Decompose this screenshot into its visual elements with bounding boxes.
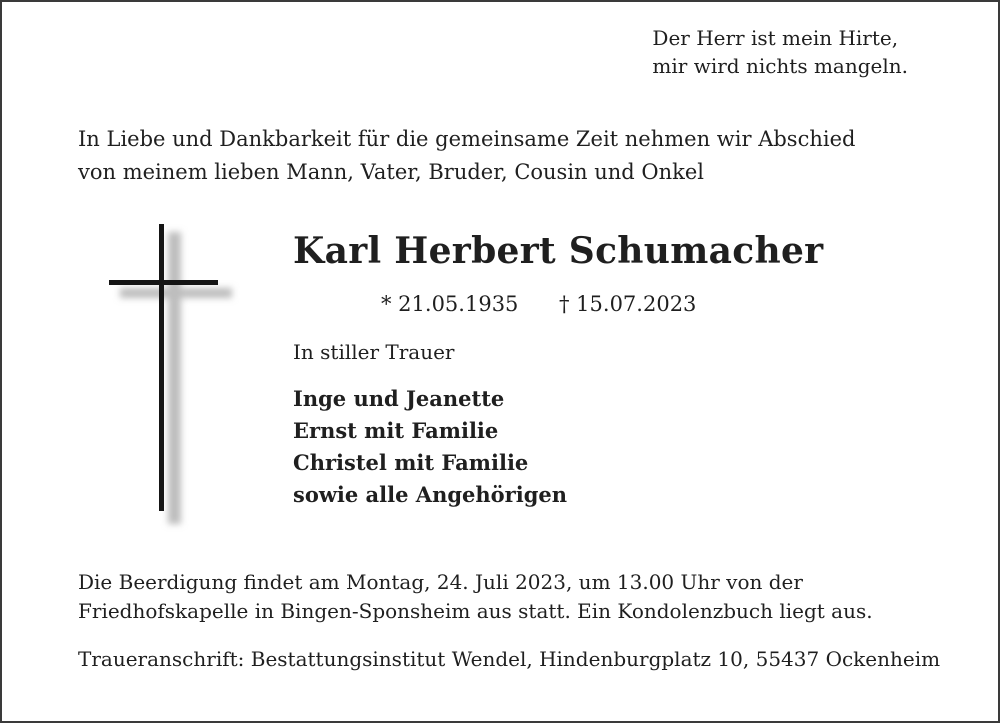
family-member: sowie alle Angehörigen [293, 482, 568, 507]
cross-shape [109, 224, 218, 511]
bible-verse [652, 24, 908, 80]
birth-date: * 21.05.1935 [381, 292, 519, 316]
death-date: † 15.07.2023 [559, 292, 697, 316]
funeral-info [78, 568, 873, 626]
family-member: Inge und Jeanette [293, 386, 505, 411]
farewell-text [78, 123, 855, 189]
bible-verse-line-2: mir wird nichts mangeln. [652, 54, 908, 78]
deceased-name: Karl Herbert Schumacher [293, 230, 824, 272]
bible-verse-line-1: Der Herr ist mein Hirte, [652, 26, 899, 50]
mourning-address: Traueranschrift: Bestattungsinstitut Wendel, Hindenburgplatz 10, 55437 Ockenheim [78, 647, 941, 671]
farewell-line-2: von meinem lieben Mann, Vater, Bruder, Cousin und Onkel [78, 160, 705, 184]
funeral-line-2: Friedhofskapelle in Bingen-Sponsheim aus statt. Ein Kondolenzbuch liegt aus. [78, 599, 873, 623]
cross-shadow [120, 232, 232, 524]
family-member: Christel mit Familie [293, 450, 529, 475]
mourning-label: In stiller Trauer [293, 340, 455, 364]
funeral-line-1: Die Beerdigung findet am Montag, 24. Juli 2023, um 13.00 Uhr von der [78, 570, 803, 594]
cross-icon [102, 222, 242, 532]
family-list [293, 383, 567, 511]
farewell-line-1: In Liebe und Dankbarkeit für die gemeinsame Zeit nehmen wir Abschied [78, 127, 856, 151]
family-member: Ernst mit Familie [293, 418, 499, 443]
